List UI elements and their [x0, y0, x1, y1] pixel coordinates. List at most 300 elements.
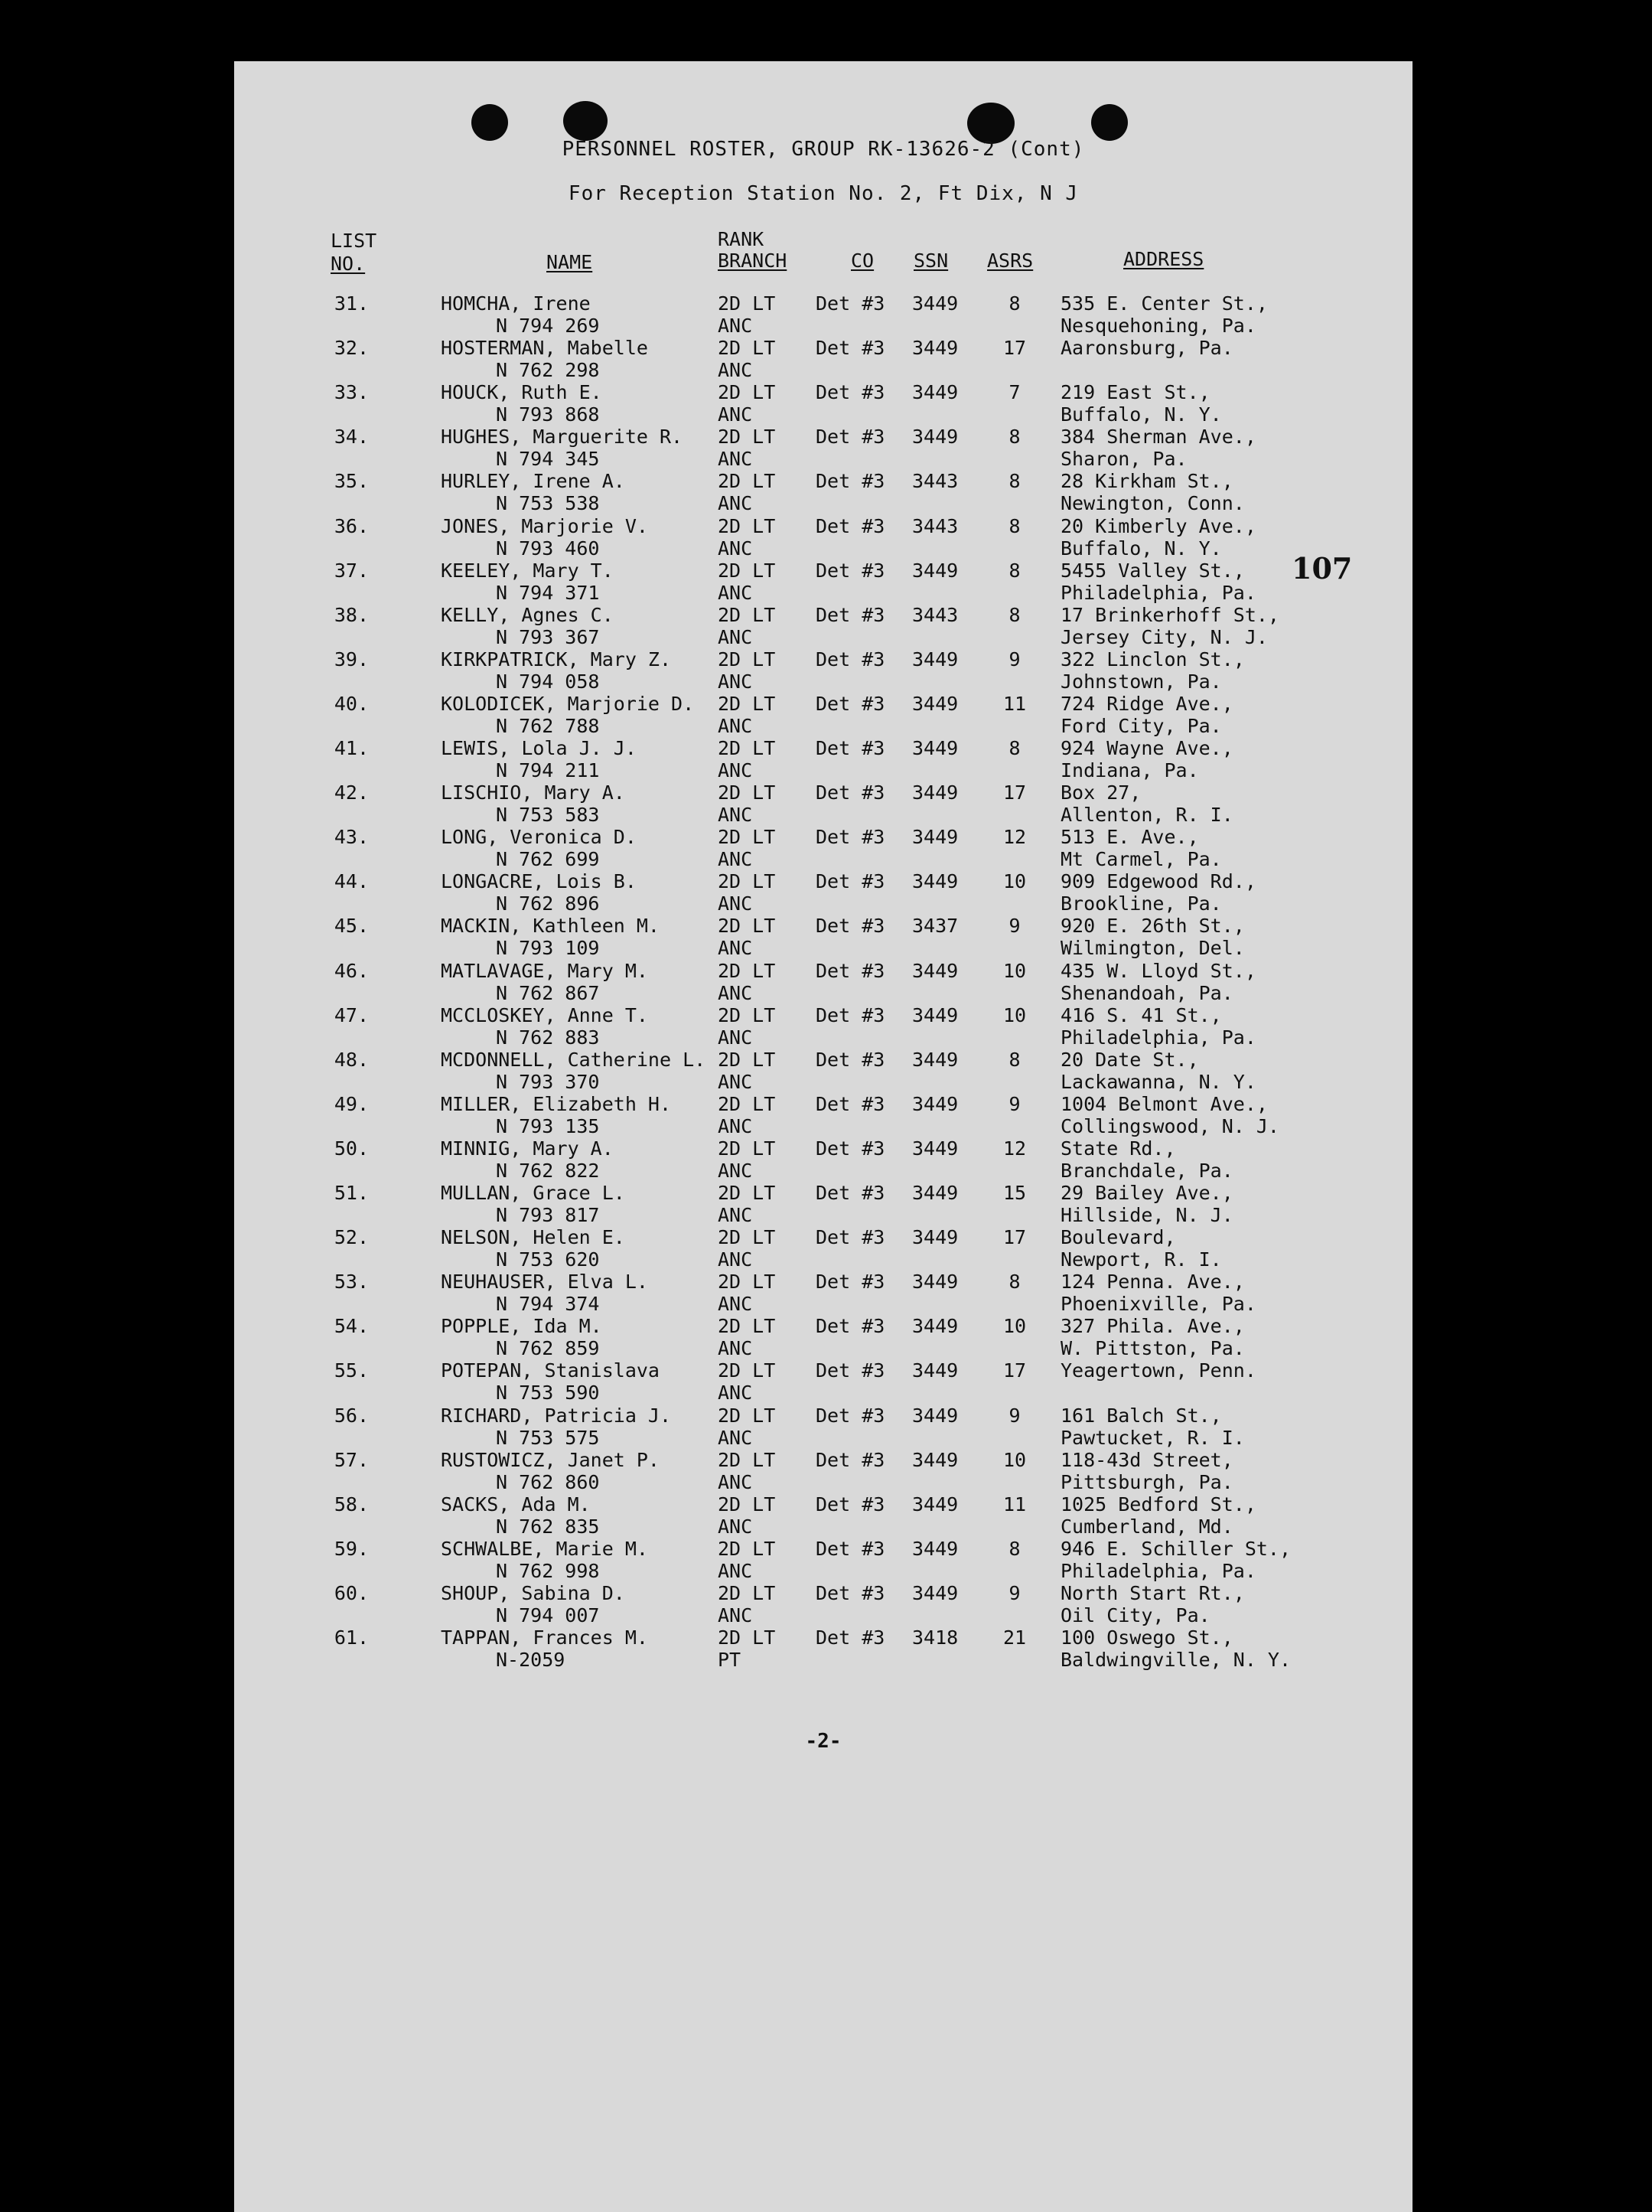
cell-asrs: 10 [1002, 1003, 1027, 1026]
cell-name: MATLAVAGE, Mary M. [441, 959, 648, 982]
cell-company: Det #3 [816, 1626, 885, 1649]
header-asrs: ASRS [987, 250, 1034, 272]
cell-branch: ANC [718, 1248, 753, 1271]
cell-ssn: 3449 [912, 737, 959, 759]
cell-address-line1: 327 Phila. Ave., [1061, 1315, 1245, 1338]
cell-serial-number: N 793 109 [496, 937, 600, 960]
cell-address-line2: Oil City, Pa. [1061, 1604, 1210, 1626]
cell-rank: 2D LT [718, 737, 776, 759]
header-branch: BRANCH [718, 250, 787, 272]
cell-company: Det #3 [816, 826, 885, 849]
cell-name: NEUHAUSER, Elva L. [441, 1271, 648, 1294]
cell-address-line2: Philadelphia, Pa. [1061, 1026, 1256, 1049]
cell-address-line2: Brookline, Pa. [1061, 892, 1222, 915]
cell-list-number: 31. [334, 292, 369, 315]
cell-list-number: 37. [334, 559, 369, 582]
cell-ssn: 3449 [912, 292, 959, 315]
cell-address-line1: 920 E. 26th St., [1061, 915, 1245, 938]
cell-company: Det #3 [816, 959, 885, 982]
cell-rank: 2D LT [718, 1493, 776, 1515]
cell-address-line1: 219 East St., [1061, 381, 1210, 404]
cell-address-line1: 118-43d Street, [1061, 1448, 1233, 1471]
table-row [234, 648, 1413, 693]
cell-asrs: 17 [1002, 1226, 1027, 1249]
cell-serial-number: N 793 135 [496, 1114, 600, 1137]
cell-name: MINNIG, Mary A. [441, 1137, 614, 1160]
cell-serial-number: N 762 998 [496, 1559, 600, 1582]
table-row [234, 1405, 1413, 1449]
cell-branch: ANC [718, 1159, 753, 1182]
cell-branch: ANC [718, 714, 753, 737]
cell-serial-number: N 794 374 [496, 1293, 600, 1316]
cell-name: MULLAN, Grace L. [441, 1182, 625, 1204]
cell-asrs: 9 [1008, 1404, 1021, 1427]
cell-name: JONES, Marjorie V. [441, 514, 648, 537]
table-row [234, 1449, 1413, 1493]
cell-list-number: 39. [334, 648, 369, 670]
cell-serial-number: N 762 867 [496, 981, 600, 1004]
table-row [234, 1004, 1413, 1049]
cell-company: Det #3 [816, 559, 885, 582]
cell-address-line1: 724 Ridge Ave., [1061, 692, 1233, 715]
table-row [234, 1137, 1413, 1182]
cell-rank: 2D LT [718, 870, 776, 893]
cell-company: Det #3 [816, 1581, 885, 1604]
cell-rank: 2D LT [718, 826, 776, 849]
cell-address-line2: Pittsburgh, Pa. [1061, 1470, 1233, 1493]
cell-asrs: 8 [1008, 737, 1021, 759]
cell-name: RUSTOWICZ, Janet P. [441, 1448, 660, 1471]
cell-name: MCCLOSKEY, Anne T. [441, 1003, 648, 1026]
cell-branch: ANC [718, 892, 753, 915]
cell-list-number: 34. [334, 426, 369, 449]
cell-company: Det #3 [816, 426, 885, 449]
cell-company: Det #3 [816, 603, 885, 626]
cell-address-line2: Buffalo, N. Y. [1061, 403, 1222, 426]
cell-branch: ANC [718, 1293, 753, 1316]
table-row [234, 737, 1413, 781]
cell-rank: 2D LT [718, 1404, 776, 1427]
cell-company: Det #3 [816, 381, 885, 404]
table-row [234, 381, 1413, 426]
cell-ssn: 3449 [912, 1581, 959, 1604]
cell-rank: 2D LT [718, 381, 776, 404]
cell-address-line1: 17 Brinkerhoff St., [1061, 603, 1279, 626]
cell-ssn: 3449 [912, 1182, 959, 1204]
cell-serial-number: N 762 788 [496, 714, 600, 737]
cell-branch: ANC [718, 804, 753, 827]
cell-serial-number: N 794 058 [496, 670, 600, 693]
cell-rank: 2D LT [718, 603, 776, 626]
cell-rank: 2D LT [718, 1315, 776, 1338]
cell-rank: 2D LT [718, 915, 776, 938]
cell-asrs: 8 [1008, 1537, 1021, 1560]
cell-company: Det #3 [816, 514, 885, 537]
cell-list-number: 32. [334, 337, 369, 360]
cell-asrs: 10 [1002, 870, 1027, 893]
roster-table [234, 61, 1413, 2212]
cell-list-number: 52. [334, 1226, 369, 1249]
table-row [234, 960, 1413, 1004]
cell-serial-number: N 762 298 [496, 359, 600, 382]
cell-asrs: 8 [1008, 1048, 1021, 1071]
table-row [234, 1626, 1413, 1671]
cell-list-number: 56. [334, 1404, 369, 1427]
cell-name: HURLEY, Irene A. [441, 470, 625, 493]
cell-address-line1: 322 Linclon St., [1061, 648, 1245, 670]
table-row [234, 426, 1413, 470]
cell-name: HOMCHA, Irene [441, 292, 591, 315]
table-row [234, 292, 1413, 337]
cell-company: Det #3 [816, 470, 885, 493]
cell-asrs: 10 [1002, 959, 1027, 982]
cell-name: LISCHIO, Mary A. [441, 781, 625, 804]
cell-address-line2: Newport, R. I. [1061, 1248, 1222, 1271]
cell-name: POPPLE, Ida M. [441, 1315, 602, 1338]
cell-list-number: 58. [334, 1493, 369, 1515]
cell-address-line1: 5455 Valley St., [1061, 559, 1245, 582]
cell-address-line1: Aaronsburg, Pa. [1061, 337, 1233, 360]
cell-address-line1: Box 27, [1061, 781, 1142, 804]
header-co: CO [851, 250, 875, 272]
cell-asrs: 15 [1002, 1182, 1027, 1204]
cell-rank: 2D LT [718, 1537, 776, 1560]
table-row [234, 470, 1413, 514]
cell-ssn: 3449 [912, 870, 959, 893]
table-row [234, 1315, 1413, 1359]
cell-address-line2: Philadelphia, Pa. [1061, 1559, 1256, 1582]
header-list-no-line2: NO. [331, 253, 366, 275]
page-subtitle: For Reception Station No. 2, Ft Dix, N J [568, 182, 1079, 205]
cell-ssn: 3449 [912, 1092, 959, 1115]
cell-company: Det #3 [816, 648, 885, 670]
cell-serial-number: N 794 269 [496, 315, 600, 337]
cell-list-number: 59. [334, 1537, 369, 1560]
cell-list-number: 40. [334, 692, 369, 715]
cell-serial-number: N 753 538 [496, 492, 600, 515]
cell-list-number: 38. [334, 603, 369, 626]
cell-list-number: 41. [334, 737, 369, 759]
table-row [234, 693, 1413, 737]
header-ssn: SSN [914, 250, 949, 272]
cell-branch: ANC [718, 1026, 753, 1049]
cell-asrs: 9 [1008, 1092, 1021, 1115]
cell-serial-number: N 793 817 [496, 1204, 600, 1226]
table-row [234, 870, 1413, 915]
cell-serial-number: N 753 620 [496, 1248, 600, 1271]
cell-list-number: 33. [334, 381, 369, 404]
cell-address-line1: 946 E. Schiller St., [1061, 1537, 1292, 1560]
cell-ssn: 3449 [912, 1404, 959, 1427]
cell-list-number: 53. [334, 1271, 369, 1294]
cell-ssn: 3449 [912, 692, 959, 715]
table-row [234, 604, 1413, 648]
cell-company: Det #3 [816, 337, 885, 360]
cell-rank: 2D LT [718, 692, 776, 715]
table-row [234, 1359, 1413, 1404]
cell-address-line2: Mt Carmel, Pa. [1061, 848, 1222, 871]
cell-company: Det #3 [816, 692, 885, 715]
cell-ssn: 3449 [912, 426, 959, 449]
cell-company: Det #3 [816, 737, 885, 759]
cell-ssn: 3449 [912, 1448, 959, 1471]
table-row [234, 1538, 1413, 1582]
cell-list-number: 35. [334, 470, 369, 493]
table-row [234, 781, 1413, 826]
cell-company: Det #3 [816, 870, 885, 893]
cell-asrs: 17 [1002, 337, 1027, 360]
cell-name: SACKS, Ada M. [441, 1493, 591, 1515]
table-row [234, 1226, 1413, 1271]
roster-page [234, 61, 1413, 2212]
cell-address-line2: Collingswood, N. J. [1061, 1114, 1279, 1137]
cell-serial-number: N 753 590 [496, 1382, 600, 1405]
cell-ssn: 3443 [912, 514, 959, 537]
cell-rank: 2D LT [718, 470, 776, 493]
cell-ssn: 3449 [912, 1315, 959, 1338]
cell-ssn: 3418 [912, 1626, 959, 1649]
cell-name: KEELEY, Mary T. [441, 559, 614, 582]
cell-ssn: 3437 [912, 915, 959, 938]
header-rank: RANK [718, 228, 764, 250]
cell-asrs: 8 [1008, 470, 1021, 493]
cell-ssn: 3443 [912, 470, 959, 493]
cell-asrs: 11 [1002, 692, 1027, 715]
cell-name: LEWIS, Lola J. J. [441, 737, 637, 759]
cell-branch: ANC [718, 1559, 753, 1582]
cell-address-line1: 1004 Belmont Ave., [1061, 1092, 1268, 1115]
cell-branch: ANC [718, 1204, 753, 1226]
cell-address-line2: Newington, Conn. [1061, 492, 1245, 515]
cell-address-line1: 909 Edgewood Rd., [1061, 870, 1256, 893]
cell-company: Det #3 [816, 1137, 885, 1160]
cell-list-number: 48. [334, 1048, 369, 1071]
cell-list-number: 61. [334, 1626, 369, 1649]
cell-address-line2: Lackawanna, N. Y. [1061, 1070, 1256, 1093]
cell-name: RICHARD, Patricia J. [441, 1404, 672, 1427]
table-row [234, 515, 1413, 560]
header-address: ADDRESS [1123, 248, 1204, 270]
cell-ssn: 3449 [912, 781, 959, 804]
cell-name: KELLY, Agnes C. [441, 603, 614, 626]
cell-branch: ANC [718, 581, 753, 604]
cell-address-line1: 29 Bailey Ave., [1061, 1182, 1233, 1204]
cell-branch: ANC [718, 315, 753, 337]
cell-address-line1: 20 Date St., [1061, 1048, 1199, 1071]
cell-branch: ANC [718, 492, 753, 515]
cell-address-line1: North Start Rt., [1061, 1581, 1245, 1604]
page-title: PERSONNEL ROSTER, GROUP RK-13626-2 (Cont) [562, 138, 1085, 161]
cell-address-line2: Hillside, N. J. [1061, 1204, 1233, 1226]
cell-list-number: 60. [334, 1581, 369, 1604]
cell-branch: ANC [718, 981, 753, 1004]
cell-company: Det #3 [816, 1404, 885, 1427]
cell-address-line2: Shenandoah, Pa. [1061, 981, 1233, 1004]
cell-rank: 2D LT [718, 1271, 776, 1294]
cell-list-number: 55. [334, 1359, 369, 1382]
cell-address-line1: 20 Kimberly Ave., [1061, 514, 1256, 537]
cell-asrs: 21 [1002, 1626, 1027, 1649]
cell-name: MILLER, Elizabeth H. [441, 1092, 672, 1115]
cell-asrs: 9 [1008, 915, 1021, 938]
cell-name: MACKIN, Kathleen M. [441, 915, 660, 938]
cell-name: LONG, Veronica D. [441, 826, 637, 849]
cell-address-line1: 535 E. Center St., [1061, 292, 1268, 315]
cell-rank: 2D LT [718, 1048, 776, 1071]
cell-branch: ANC [718, 1470, 753, 1493]
stamp-number: 107 [1292, 551, 1353, 586]
cell-company: Det #3 [816, 1537, 885, 1560]
cell-serial-number: N 762 860 [496, 1470, 600, 1493]
cell-address-line1: 124 Penna. Ave., [1061, 1271, 1245, 1294]
cell-list-number: 46. [334, 959, 369, 982]
cell-address-line2: Pawtucket, R. I. [1061, 1426, 1245, 1449]
cell-address-line2: Buffalo, N. Y. [1061, 537, 1222, 560]
cell-serial-number: N 793 370 [496, 1070, 600, 1093]
cell-serial-number: N 793 460 [496, 537, 600, 560]
cell-asrs: 11 [1002, 1493, 1027, 1515]
cell-branch: ANC [718, 937, 753, 960]
cell-asrs: 8 [1008, 603, 1021, 626]
cell-serial-number: N 793 367 [496, 625, 600, 648]
cell-asrs: 10 [1002, 1448, 1027, 1471]
cell-serial-number: N 762 699 [496, 848, 600, 871]
cell-asrs: 9 [1008, 648, 1021, 670]
cell-ssn: 3449 [912, 826, 959, 849]
cell-ssn: 3449 [912, 1137, 959, 1160]
cell-address-line1: 384 Sherman Ave., [1061, 426, 1256, 449]
cell-rank: 2D LT [718, 1581, 776, 1604]
cell-rank: 2D LT [718, 1226, 776, 1249]
table-row [234, 1182, 1413, 1226]
cell-list-number: 54. [334, 1315, 369, 1338]
cell-company: Det #3 [816, 1048, 885, 1071]
cell-name: SHOUP, Sabina D. [441, 1581, 625, 1604]
cell-asrs: 7 [1008, 381, 1021, 404]
cell-asrs: 8 [1008, 292, 1021, 315]
cell-address-line1: Boulevard, [1061, 1226, 1176, 1249]
cell-rank: 2D LT [718, 959, 776, 982]
cell-asrs: 8 [1008, 426, 1021, 449]
header-list-no-line1: LIST [331, 230, 377, 252]
cell-serial-number: N 762 835 [496, 1515, 600, 1538]
cell-branch: ANC [718, 1337, 753, 1360]
table-row [234, 560, 1413, 604]
cell-asrs: 17 [1002, 781, 1027, 804]
cell-serial-number: N 753 583 [496, 804, 600, 827]
cell-address-line2: Allenton, R. I. [1061, 804, 1233, 827]
cell-address-line2: W. Pittston, Pa. [1061, 1337, 1245, 1360]
cell-branch: ANC [718, 1114, 753, 1137]
cell-company: Det #3 [816, 1003, 885, 1026]
cell-list-number: 50. [334, 1137, 369, 1160]
cell-branch: ANC [718, 403, 753, 426]
cell-serial-number: N 762 822 [496, 1159, 600, 1182]
cell-ssn: 3449 [912, 1271, 959, 1294]
cell-name: TAPPAN, Frances M. [441, 1626, 648, 1649]
cell-rank: 2D LT [718, 1092, 776, 1115]
cell-branch: ANC [718, 1070, 753, 1093]
cell-company: Det #3 [816, 1182, 885, 1204]
cell-company: Det #3 [816, 1493, 885, 1515]
cell-asrs: 8 [1008, 559, 1021, 582]
cell-name: SCHWALBE, Marie M. [441, 1537, 648, 1560]
cell-branch: ANC [718, 625, 753, 648]
cell-list-number: 43. [334, 826, 369, 849]
cell-address-line1: 1025 Bedford St., [1061, 1493, 1256, 1515]
cell-address-line2: Wilmington, Del. [1061, 937, 1245, 960]
table-row [234, 337, 1413, 381]
table-row [234, 826, 1413, 870]
table-row [234, 1582, 1413, 1626]
cell-branch: ANC [718, 359, 753, 382]
cell-ssn: 3449 [912, 381, 959, 404]
cell-rank: 2D LT [718, 781, 776, 804]
cell-serial-number: N 762 883 [496, 1026, 600, 1049]
cell-branch: ANC [718, 848, 753, 871]
table-row [234, 1093, 1413, 1137]
cell-company: Det #3 [816, 1271, 885, 1294]
cell-company: Det #3 [816, 1448, 885, 1471]
cell-name: KIRKPATRICK, Mary Z. [441, 648, 672, 670]
cell-list-number: 36. [334, 514, 369, 537]
cell-address-line2: Ford City, Pa. [1061, 714, 1222, 737]
cell-asrs: 12 [1002, 826, 1027, 849]
cell-ssn: 3449 [912, 337, 959, 360]
cell-list-number: 49. [334, 1092, 369, 1115]
cell-name: HUGHES, Marguerite R. [441, 426, 683, 449]
cell-branch: ANC [718, 670, 753, 693]
cell-name: KOLODICEK, Marjorie D. [441, 692, 695, 715]
cell-company: Det #3 [816, 1315, 885, 1338]
cell-rank: 2D LT [718, 1137, 776, 1160]
cell-ssn: 3449 [912, 1226, 959, 1249]
cell-name: HOUCK, Ruth E. [441, 381, 602, 404]
cell-list-number: 42. [334, 781, 369, 804]
cell-rank: 2D LT [718, 1626, 776, 1649]
cell-serial-number: N 762 896 [496, 892, 600, 915]
cell-rank: 2D LT [718, 426, 776, 449]
cell-address-line1: 416 S. 41 St., [1061, 1003, 1222, 1026]
cell-branch: ANC [718, 1382, 753, 1405]
cell-address-line2: Philadelphia, Pa. [1061, 581, 1256, 604]
cell-rank: 2D LT [718, 559, 776, 582]
cell-ssn: 3449 [912, 1359, 959, 1382]
cell-ssn: 3443 [912, 603, 959, 626]
cell-list-number: 51. [334, 1182, 369, 1204]
header-name: NAME [546, 251, 593, 273]
cell-name: HOSTERMAN, Mabelle [441, 337, 648, 360]
cell-list-number: 47. [334, 1003, 369, 1026]
cell-address-line2: Jersey City, N. J. [1061, 625, 1268, 648]
cell-address-line2: Baldwingville, N. Y. [1061, 1649, 1292, 1671]
cell-serial-number: N 794 371 [496, 581, 600, 604]
cell-rank: 2D LT [718, 514, 776, 537]
cell-branch: ANC [718, 537, 753, 560]
cell-serial-number: N 753 575 [496, 1426, 600, 1449]
cell-name: NELSON, Helen E. [441, 1226, 625, 1249]
cell-address-line1: 924 Wayne Ave., [1061, 737, 1233, 759]
cell-serial-number: N 762 859 [496, 1337, 600, 1360]
cell-list-number: 45. [334, 915, 369, 938]
cell-address-line1: 28 Kirkham St., [1061, 470, 1233, 493]
cell-rank: 2D LT [718, 1182, 776, 1204]
cell-branch: ANC [718, 1426, 753, 1449]
cell-address-line1: 435 W. Lloyd St., [1061, 959, 1256, 982]
cell-rank: 2D LT [718, 337, 776, 360]
table-row [234, 1049, 1413, 1093]
cell-address-line2: Phoenixville, Pa. [1061, 1293, 1256, 1316]
